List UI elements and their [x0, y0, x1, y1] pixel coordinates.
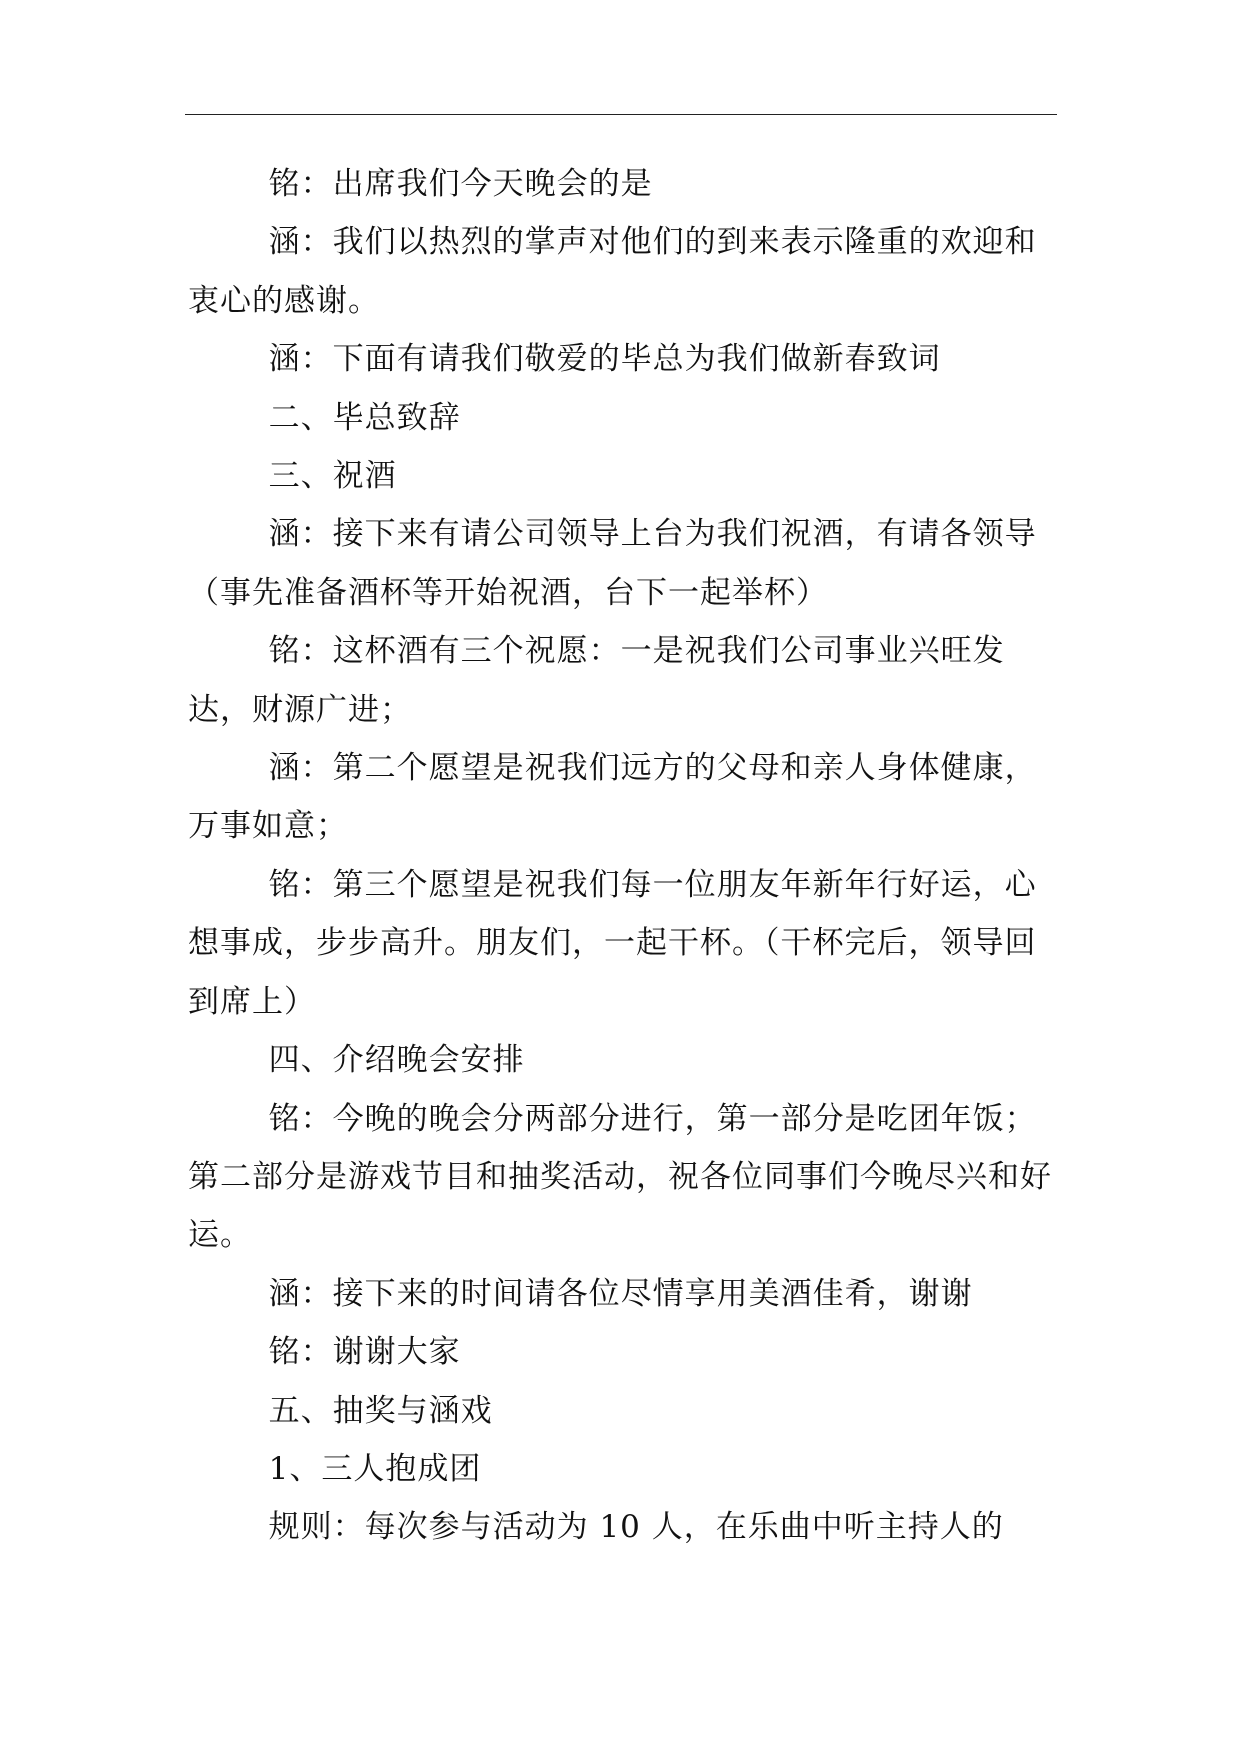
- document-body: [188, 155, 1058, 1557]
- paragraph: 铭：第三个愿望是祝我们每一位朋友年新年行好运，心想事成，步步高升。朋友们，一起干杯。（干杯完后，领导回到席上）: [188, 866, 1037, 1020]
- section-heading: 四、介绍晚会安排: [268, 1042, 525, 1079]
- section-heading: 二、毕总致辞: [268, 399, 461, 436]
- paragraph: 铭：出席我们今天晚会的是: [268, 166, 653, 202]
- section-heading: 五、抽奖与涵戏: [268, 1392, 493, 1429]
- paragraph: 铭：今晚的晚会分两部分进行，第一部分是吃团年饭；第二部分是游戏节目和抽奖活动，祝各位同事们今晚尽兴和好运。: [188, 1100, 1052, 1254]
- sub-heading: 1、三人抱成团: [268, 1450, 482, 1487]
- paragraph: 涵：第二个愿望是祝我们远方的父母和亲人身体健康，万事如意；: [188, 750, 1037, 845]
- paragraph: 涵：我们以热烈的掌声对他们的到来表示隆重的欢迎和衷心的感谢。: [188, 224, 1037, 319]
- paragraph: 铭：谢谢大家: [268, 1334, 461, 1371]
- paragraph: 规则：每次参与活动为 10 人，在乐曲中听主持人的: [268, 1509, 1004, 1546]
- paragraph: 铭：这杯酒有三个祝愿：一是祝我们公司事业兴旺发达，财源广进；: [188, 633, 1005, 728]
- header-rule: [185, 114, 1057, 115]
- paragraph: 涵：接下来的时间请各位尽情享用美酒佳肴，谢谢: [268, 1275, 973, 1312]
- section-heading: 三、祝酒: [268, 458, 397, 495]
- paragraph: 涵：下面有请我们敬爱的毕总为我们做新春致词: [268, 341, 941, 378]
- paragraph: 涵：接下来有请公司领导上台为我们祝酒，有请各领导（事先准备酒杯等开始祝酒，台下一起举杯）: [188, 516, 1037, 611]
